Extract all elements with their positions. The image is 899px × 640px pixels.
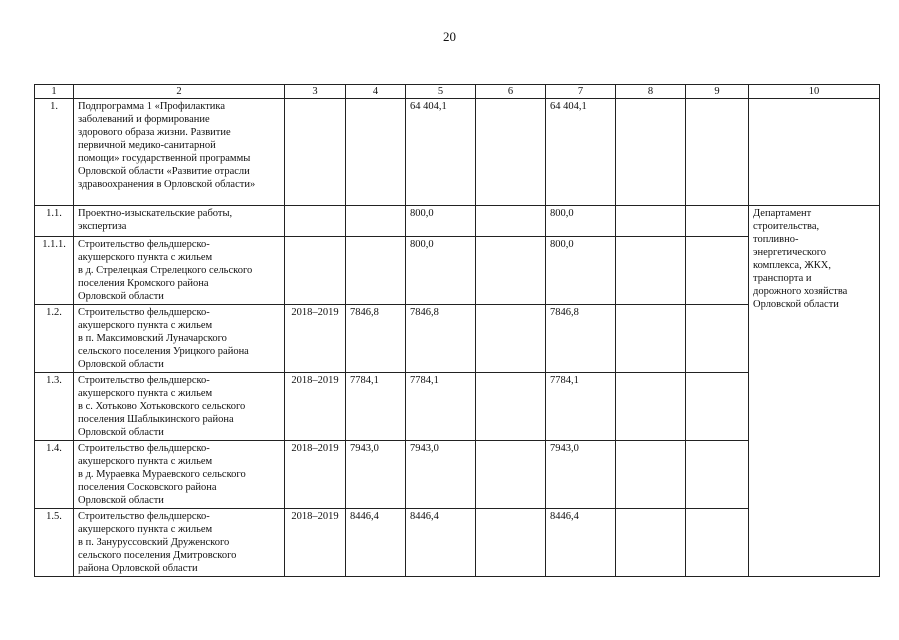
- row-col5: 8446,4: [406, 509, 476, 577]
- row-name: Строительство фельдшерско- акушерского пункта с жильем в д. Стрелецкая Стрелецкого сельского поселения Кромского района Орловской области: [74, 237, 285, 305]
- row-col4: [346, 237, 406, 305]
- row-col6: [476, 99, 546, 206]
- program-table: [34, 84, 880, 577]
- row-col8: [616, 509, 686, 577]
- row-col5: 800,0: [406, 206, 476, 237]
- column-header: 8: [616, 85, 686, 99]
- row-col4: 7784,1: [346, 373, 406, 441]
- row-col4: 8446,4: [346, 509, 406, 577]
- row-col9: [686, 99, 749, 206]
- row-years: 2018–2019: [285, 373, 346, 441]
- row-col4: 7943,0: [346, 441, 406, 509]
- row-col6: [476, 206, 546, 237]
- row-col6: [476, 237, 546, 305]
- row-col4: 7846,8: [346, 305, 406, 373]
- column-header: 4: [346, 85, 406, 99]
- row-col7: 7943,0: [546, 441, 616, 509]
- column-header: 1: [35, 85, 74, 99]
- row-years: [285, 99, 346, 206]
- column-header: 3: [285, 85, 346, 99]
- row-number: 1.1.: [35, 206, 74, 237]
- row-col7: 7846,8: [546, 305, 616, 373]
- row-col5: 64 404,1: [406, 99, 476, 206]
- row-years: 2018–2019: [285, 441, 346, 509]
- row-col7: 7784,1: [546, 373, 616, 441]
- row-name: Подпрограмма 1 «Профилактика заболеваний и формирование здорового образа жизни. Развитие первичной медико-санитарной помощи» государственной программы Орловской области «Развитие отрасли здравоохранения в Орловской области»: [74, 99, 285, 206]
- responsible-department: Департамент строительства, топливно- энергетического комплекса, ЖКХ, транспорта и дорожного хозяйства Орловской области: [749, 206, 880, 577]
- row-col7: 800,0: [546, 206, 616, 237]
- row-col8: [616, 441, 686, 509]
- row-col8: [616, 99, 686, 206]
- row-name: Строительство фельдшерско- акушерского пункта с жильем в п. Зануруссовский Друженского сельского поселения Дмитровского района Орловской области: [74, 509, 285, 577]
- row-col7: 64 404,1: [546, 99, 616, 206]
- row-col4: [346, 206, 406, 237]
- row-col7: 8446,4: [546, 509, 616, 577]
- row-col5: 7943,0: [406, 441, 476, 509]
- row-number: 1.1.1.: [35, 237, 74, 305]
- table-row: [35, 99, 880, 206]
- row-col5: 7846,8: [406, 305, 476, 373]
- row-col9: [686, 206, 749, 237]
- row-years: 2018–2019: [285, 509, 346, 577]
- row-col8: [616, 305, 686, 373]
- row-col6: [476, 441, 546, 509]
- row-col4: [346, 99, 406, 206]
- page-number: 20: [443, 29, 456, 44]
- row-years: [285, 206, 346, 237]
- column-header: 9: [686, 85, 749, 99]
- row-col9: [686, 441, 749, 509]
- row-col8: [616, 373, 686, 441]
- row-col9: [686, 373, 749, 441]
- row-number: 1.4.: [35, 441, 74, 509]
- row-years: [285, 237, 346, 305]
- row-name: Строительство фельдшерско- акушерского пункта с жильем в д. Мураевка Мураевского сельского поселения Сосковского района Орловской области: [74, 441, 285, 509]
- row-name: Строительство фельдшерско- акушерского пункта с жильем в с. Хотьково Хотьковского сельского поселения Шаблыкинского района Орловской области: [74, 373, 285, 441]
- row-col9: [686, 237, 749, 305]
- column-header: 7: [546, 85, 616, 99]
- header-row: [35, 85, 880, 99]
- row-number: 1.: [35, 99, 74, 206]
- row-number: 1.2.: [35, 305, 74, 373]
- row-col10: [749, 99, 880, 206]
- row-col5: 7784,1: [406, 373, 476, 441]
- column-header: 5: [406, 85, 476, 99]
- row-number: 1.5.: [35, 509, 74, 577]
- row-years: 2018–2019: [285, 305, 346, 373]
- row-col8: [616, 206, 686, 237]
- row-col6: [476, 509, 546, 577]
- row-col8: [616, 237, 686, 305]
- row-name: Строительство фельдшерско- акушерского пункта с жильем в п. Максимовский Луначарского сельского поселения Урицкого района Орловской области: [74, 305, 285, 373]
- column-header: 2: [74, 85, 285, 99]
- row-col6: [476, 305, 546, 373]
- row-col5: 800,0: [406, 237, 476, 305]
- column-header: 6: [476, 85, 546, 99]
- row-col6: [476, 373, 546, 441]
- table-row: [35, 206, 880, 237]
- column-header: 10: [749, 85, 880, 99]
- row-number: 1.3.: [35, 373, 74, 441]
- row-name: Проектно-изыскательские работы, экспертиза: [74, 206, 285, 237]
- row-col9: [686, 509, 749, 577]
- row-col7: 800,0: [546, 237, 616, 305]
- row-col9: [686, 305, 749, 373]
